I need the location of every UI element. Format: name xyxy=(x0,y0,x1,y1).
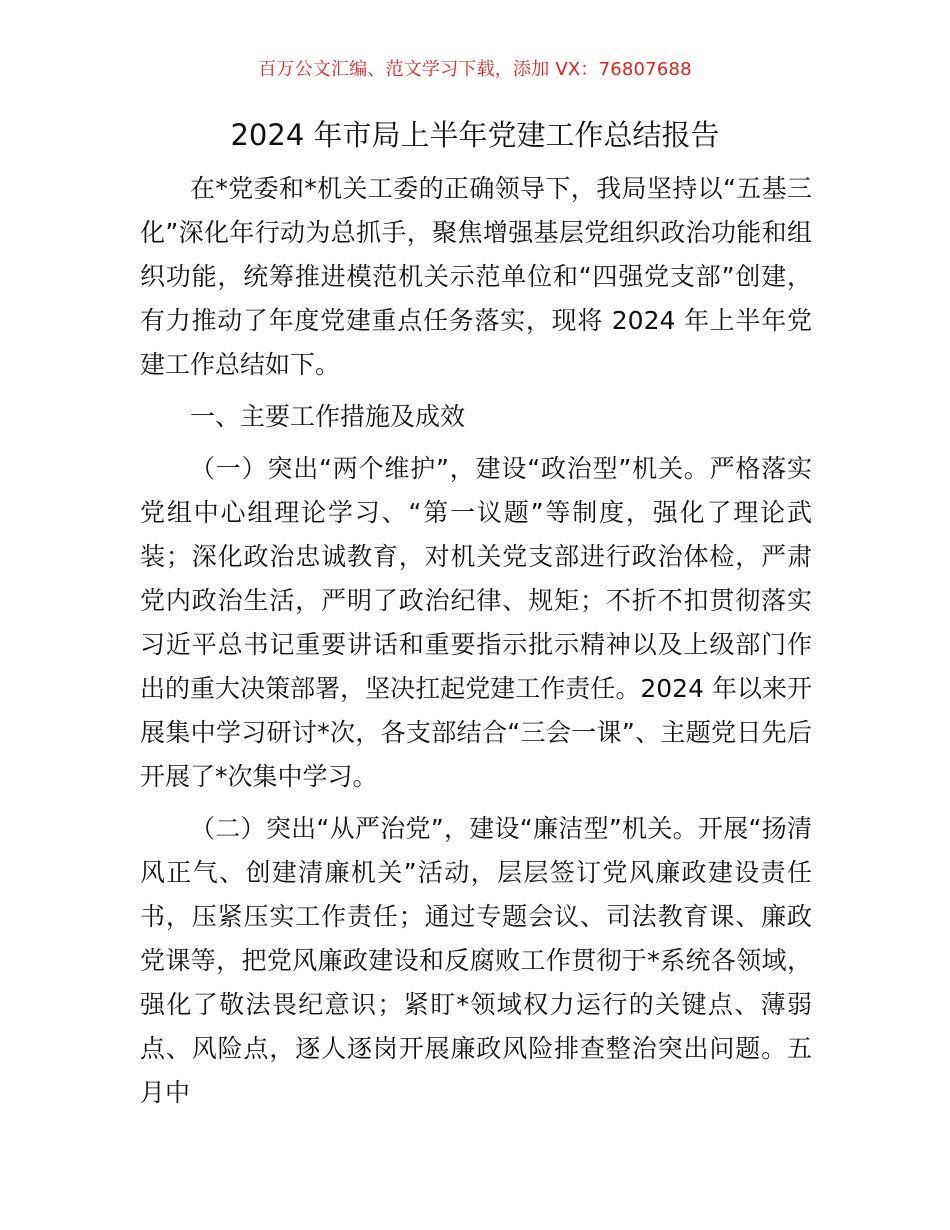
item-2-paragraph: （二）突出“从严治党”，建设“廉洁型”机关。开展“扬清风正气、创建清廉机关”活动，层层签订党风廉政建设责任书，压紧压实工作责任；通过专题会议、司法教育课、廉政党课等，把党风廉政建设和反腐败工作贯彻于*系统各领域，强化了敬法畏纪意识；紧盯*领域权力运行的关键点、薄弱点、风险点，逐人逐岗开展廉政风险排查整治突出问题。五月中 xyxy=(140,814,812,1107)
intro-paragraph: 在*党委和*机关工委的正确领导下，我局坚持以“五基三化”深化年行动为总抓手，聚焦增强基层党组织政治功能和组织功能，统筹推进模范机关示范单位和“四强党支部”创建，有力推动了年度党建重点任务落实，现将 2024 年上半年党建工作总结如下。 xyxy=(140,174,812,379)
item-1-paragraph: （一）突出“两个维护”，建设“政治型”机关。严格落实党组中心组理论学习、“第一议题”等制度，强化了理论武装；深化政治忠诚教育，对机关党支部进行政治体检，严肃党内政治生活，严明了政治纪律、规矩；不折不扣贯彻落实习近平总书记重要讲话和重要指示批示精神以及上级部门作出的重大决策部署，坚决扛起党建工作责任。2024 年以来开展集中学习研讨*次，各支部结合“三会一课”、主题党日先后开展了*次集中学习。 xyxy=(140,454,812,791)
document-body xyxy=(140,167,812,1115)
section-heading: 一、主要工作措施及成效 xyxy=(190,402,466,431)
document-title: 2024 年市局上半年党建工作总结报告 xyxy=(230,118,720,152)
watermark-banner: 百万公文汇编、范文学习下载，添加 VX：76807688 xyxy=(258,59,692,80)
